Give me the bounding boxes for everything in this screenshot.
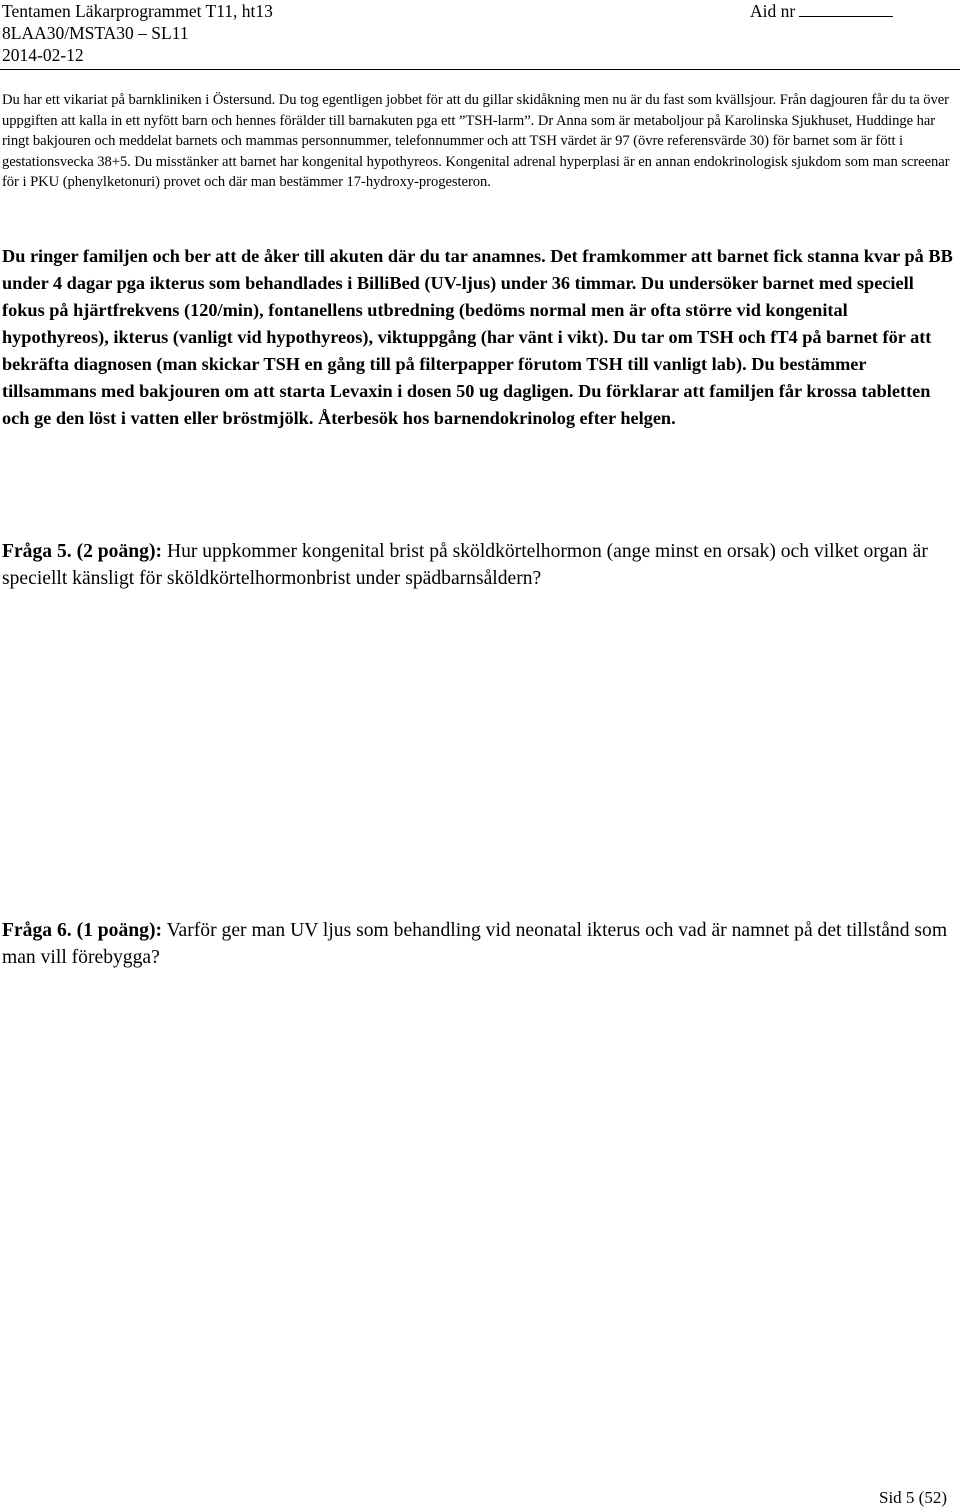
case-continuation-paragraph: Du ringer familjen och ber att de åker till akuten där du tar anamnes. Det framkommer att barnet fick stanna kvar på BB under 4 dagar pga ikterus som behandlades i BilliBed (UV-ljus) under 36 timmar. Du undersöker barnet med speciell fokus på hjärtfrekvens (120/min), fontanellens utbredning (bedöms normal men är ofta större vid kongenital hypothyreos), ikterus (vanligt vid hypothyreos), viktuppgång (har vänt i vikt). Du tar om TSH och fT4 på barnet för att bekräfta diagnosen (man skickar TSH en gång till på filterpapper förutom TSH till vanligt lab). Du bestämmer tillsammans med bakjouren om att starta Levaxin i dosen 50 ug dagligen. Du förklarar att familjen får krossa tabletten och ge den löst i vatten eller bröstmjölk. Återbesök hos barnendokrinolog efter helgen. — [2, 246, 953, 428]
question-5-label: Fråga 5. — [2, 541, 72, 562]
exam-date: 2014-02-12 — [2, 45, 84, 65]
question-5 — [2, 538, 958, 592]
question-6-points: (1 poäng): — [76, 920, 163, 941]
exam-title: Tentamen Läkarprogrammet T11, ht13 — [2, 1, 273, 21]
course-code: 8LAA30/MSTA30 – SL11 — [2, 23, 189, 43]
aid-underline — [799, 0, 893, 17]
aid-label: Aid nr — [750, 1, 796, 21]
page-header — [2, 0, 952, 66]
question-6-text: Varför ger man UV ljus som behandling vid neonatal ikterus och vad är namnet på det tillstånd som man vill förebygga? — [2, 920, 948, 968]
header-divider — [0, 69, 960, 70]
page-number: Sid 5 (52) — [879, 1488, 947, 1507]
question-5-text: Hur uppkommer kongenital brist på sköldkörtelhormon (ange minst en orsak) och vilket organ är speciellt känsligt för sköldkörtelhormonbrist under spädbarnsåldern? — [2, 541, 928, 589]
question-6-label: Fråga 6. — [2, 920, 72, 941]
case-intro-paragraph: Du har ett vikariat på barnkliniken i Östersund. Du tog egentligen jobbet för att du gillar skidåkning men nu är du fast som kvällsjour. Från dagjouren får du ta över uppgiften att kalla in ett nyfött barn och hennes förälder till barnakuten pga ett ”TSH-larm”. Dr Anna som är metaboljour på Karolinska Sjukhuset, Huddinge har ringt bakjouren och meddelat barnets och mammas personnummer, telefonnummer och att TSH värdet är 97 (övre referensvärde 30) för barnet som är fött i gestationsvecka 38+5. Du misstänker att barnet har kongenital hypothyreos. Kongenital adrenal hyperplasi är en annan endokrinologisk sjukdom som man screenar för i PKU (phenylketonuri) provet och där man bestämmer 17-hydroxy-progesteron. — [2, 92, 950, 190]
question-5-points: (2 poäng): — [76, 541, 163, 562]
aid-number-field — [750, 0, 893, 22]
question-6 — [2, 917, 958, 971]
